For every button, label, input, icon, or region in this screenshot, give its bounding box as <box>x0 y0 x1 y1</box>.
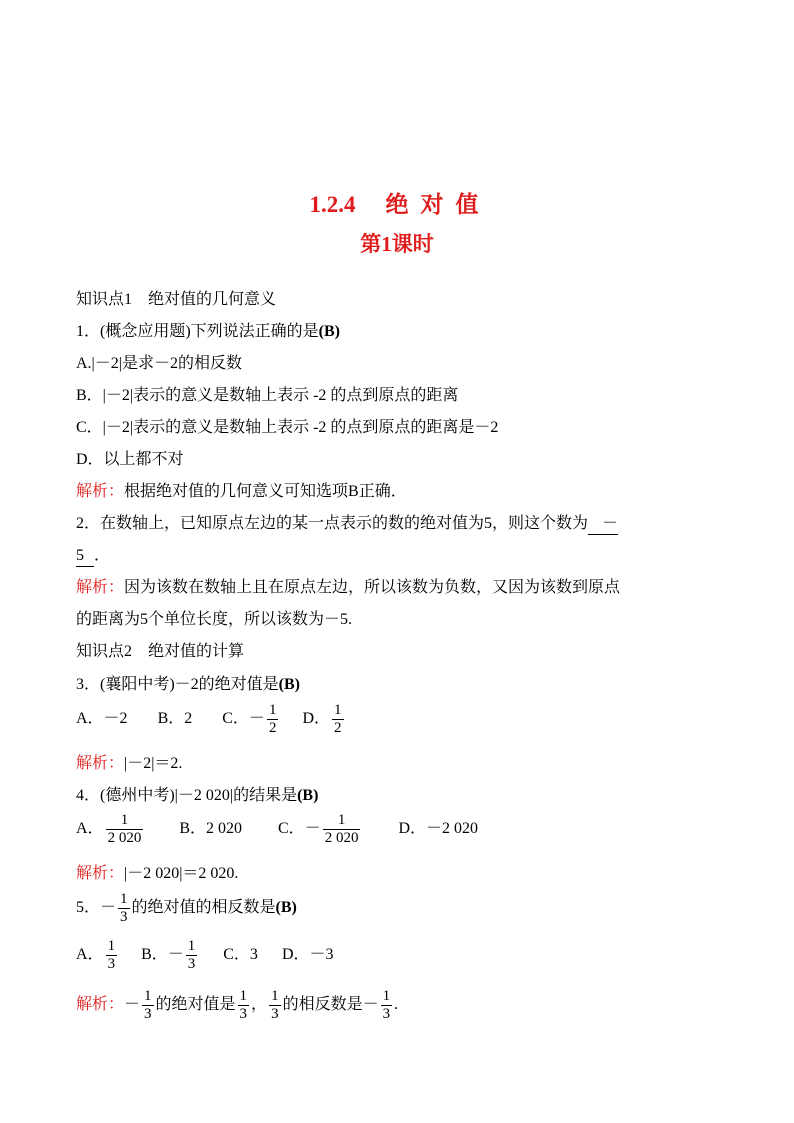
question-4-stem <box>76 786 318 806</box>
q4-option-d: D．－2 020 <box>398 820 478 838</box>
option-prefix: A． <box>76 946 104 964</box>
lesson-subtitle: 第1课时 <box>360 232 434 256</box>
q5-explanation <box>76 988 398 1023</box>
lesson-title <box>0 186 794 219</box>
fraction <box>106 812 144 847</box>
explanation-text: 根据绝对值的几何意义可知选项B正确． <box>124 483 407 500</box>
numerator: 1 <box>323 812 361 830</box>
question-5-stem <box>76 891 297 926</box>
q2-explanation <box>76 578 620 598</box>
explanation-text: ， <box>251 996 268 1014</box>
denominator: 3 <box>239 1006 248 1022</box>
q3-explanation <box>76 754 182 774</box>
q4-option-b: B．2 020 <box>179 820 242 838</box>
q5-option-b <box>141 938 199 973</box>
question-answer: (B) <box>318 323 340 340</box>
denominator: 3 <box>187 956 196 972</box>
lesson-number: 1.2.4 <box>309 192 356 217</box>
denominator: 2 020 <box>107 830 142 846</box>
explanation-label: 解析： <box>76 579 125 596</box>
question-prefix: 5．－ <box>76 899 117 917</box>
numerator: 1 <box>107 938 116 954</box>
q1-option-a: A.|－2|是求－2的相反数 <box>76 355 242 372</box>
numerator: 1 <box>144 988 152 1004</box>
denominator: 3 <box>107 956 116 972</box>
denominator: 3 <box>144 1006 152 1022</box>
fraction <box>118 891 130 926</box>
denominator: 2 020 <box>324 830 359 846</box>
explanation-label: 解析： <box>76 483 125 500</box>
title-char: 值 <box>455 192 479 217</box>
q1-option-c: C．|－2|表示的意义是数轴上表示 -2 的点到原点的距离是－2 <box>76 419 499 436</box>
question-answer: (B) <box>278 676 300 693</box>
question-1-stem <box>76 322 340 342</box>
explanation-text: |－2 020|＝2 020. <box>124 865 239 882</box>
fraction <box>269 988 281 1023</box>
numerator: 1 <box>187 938 196 954</box>
option-prefix: C．－ <box>222 710 265 728</box>
fraction <box>381 988 393 1023</box>
answer-blank: 5 <box>76 546 94 567</box>
numerator: 1 <box>271 988 279 1004</box>
q3-option-d <box>302 702 345 737</box>
knowledge-point-1: 知识点1 绝对值的几何意义 <box>76 291 277 308</box>
explanation-text: 因为该数在数轴上且在原点左边，所以该数为负数，又因为该数到原点 <box>124 579 621 596</box>
explanation-text: 的相反数是－ <box>282 996 379 1014</box>
title-char: 对 <box>420 192 444 217</box>
numerator: 1 <box>334 702 342 718</box>
q3-option-c <box>222 702 280 737</box>
q3-option-a: A．－2 <box>76 710 128 728</box>
explanation-text: － <box>124 996 141 1014</box>
option-prefix: B．－ <box>141 946 184 964</box>
explanation-text: |－2|＝2. <box>124 755 183 772</box>
q1-option-b: B．|－2|表示的意义是数轴上表示 -2 的点到原点的距离 <box>76 387 459 404</box>
numerator: 1 <box>106 812 144 830</box>
numerator: 1 <box>382 988 391 1004</box>
question-2-stem <box>76 514 618 535</box>
question-text: 4．(德州中考)|－2 020|的结果是 <box>76 787 298 804</box>
q5-option-c: C．3 <box>223 946 258 964</box>
denominator: 2 <box>334 720 342 736</box>
explanation-text: 的绝对值是 <box>155 996 236 1014</box>
title-char: 绝 <box>385 192 409 217</box>
question-2-stem-cont <box>76 546 110 567</box>
q1-explanation <box>76 482 407 502</box>
question-text: 2．在数轴上，已知原点左边的某一点表示的数的绝对值为5，则这个数为 <box>76 515 589 532</box>
option-prefix: D． <box>302 710 330 728</box>
q4-option-c <box>278 812 362 847</box>
fraction <box>267 702 279 737</box>
numerator: 1 <box>120 891 128 907</box>
question-answer: (B) <box>275 899 297 917</box>
fraction <box>186 938 198 973</box>
option-prefix: C．－ <box>278 820 321 838</box>
fraction <box>142 988 154 1023</box>
q1-option-d: D．以上都不对 <box>76 451 184 468</box>
explanation-label: 解析： <box>76 865 125 882</box>
denominator: 3 <box>120 909 128 925</box>
q4-explanation <box>76 864 238 884</box>
fraction <box>238 988 250 1023</box>
q2-explanation-cont: 的距离为5个单位长度，所以该数为－5. <box>76 611 353 628</box>
q3-options <box>76 702 346 737</box>
denominator: 2 <box>268 720 277 736</box>
q5-options <box>76 938 334 973</box>
denominator: 3 <box>382 1006 391 1022</box>
question-text: 3．(襄阳中考)－2的绝对值是 <box>76 676 279 693</box>
option-prefix: A． <box>76 820 104 838</box>
fraction <box>106 938 118 973</box>
knowledge-point-2: 知识点2 绝对值的计算 <box>76 643 245 660</box>
question-text: 1．(概念应用题)下列说法正确的是 <box>76 323 319 340</box>
explanation-label: 解析： <box>76 996 125 1014</box>
q5-option-d: D．－3 <box>281 946 334 964</box>
q4-option-a <box>76 812 145 847</box>
question-text: 的绝对值的相反数是 <box>131 899 276 917</box>
fraction <box>323 812 361 847</box>
q5-option-a <box>76 938 119 973</box>
question-3-stem <box>76 675 300 695</box>
answer-blank: － <box>588 514 618 535</box>
question-end: ． <box>94 547 111 564</box>
numerator: 1 <box>268 702 277 718</box>
explanation-text: . <box>394 996 399 1014</box>
question-answer: (B) <box>297 787 319 804</box>
fraction <box>332 702 344 737</box>
numerator: 1 <box>239 988 248 1004</box>
q4-options <box>76 812 478 847</box>
denominator: 3 <box>271 1006 279 1022</box>
explanation-label: 解析： <box>76 755 125 772</box>
q3-option-b: B．2 <box>157 710 193 728</box>
